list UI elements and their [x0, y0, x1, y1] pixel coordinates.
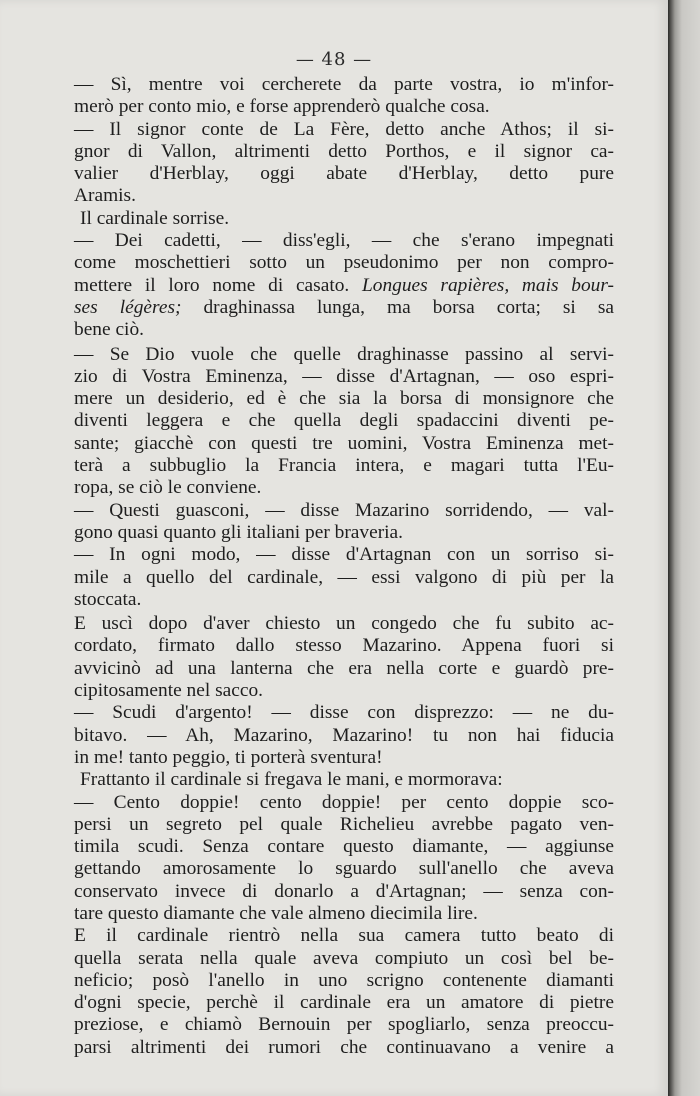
text-line: gnor di Vallon, altrimenti detto Porthos, e il signor ca-: [74, 140, 614, 162]
text-line: Aramis.: [74, 185, 136, 207]
text-line: gono quasi quanto gli italiani per braveria.: [74, 521, 404, 543]
book-spine-edge: [668, 0, 700, 1096]
text-line: stoccata.: [74, 588, 142, 610]
text-line: — Cento doppie! cento doppie! per cento doppie sco-: [74, 791, 614, 813]
text-line: cipitosamente nel sacco.: [74, 680, 263, 702]
text-line: merò per conto mio, e forse apprenderò qualche cosa.: [74, 96, 490, 118]
text-line: timila scudi. Senza contare questo diamante, — aggiunse: [74, 836, 614, 858]
text-line: — Dei cadetti, — diss'egli, — che s'erano impegnati: [74, 230, 614, 252]
text-line: avvicinò ad una lanterna che era nella corte e guardò pre-: [74, 657, 614, 679]
text-line: neficio; posò l'anello in uno scrigno contenente diamanti: [74, 969, 614, 991]
text-line: gettando amorosamente lo sguardo sull'anello che aveva: [74, 858, 614, 880]
text-line: ses légères; draghinassa lunga, ma borsa corta; si sa: [74, 296, 614, 318]
text-line: valier d'Herblay, oggi abate d'Herblay, detto pure: [74, 163, 614, 185]
text-line: E uscì dopo d'aver chiesto un congedo che fu subito ac-: [74, 613, 614, 635]
text-line: terà a subbuglio la Francia intera, e magari tutta l'Eu-: [74, 455, 614, 477]
text-line: in me! tanto peggio, ti porterà sventura!: [74, 746, 383, 768]
text-line: Frattanto il cardinale si fregava le mani, e mormorava:: [80, 769, 503, 791]
text-line: conservato invece di donarlo a d'Artagnan; — senza con-: [74, 880, 614, 902]
text-line: cordato, firmato dallo stesso Mazarino. Appena fuori si: [74, 635, 614, 657]
page-number: — 48 —: [295, 49, 373, 70]
text-line: come moschettieri sotto un pseudonimo per non compro-: [74, 252, 614, 274]
text-line: — Scudi d'argento! — disse con disprezzo: — ne du-: [74, 702, 614, 724]
text-line: sante; giacchè con questi tre uomini, Vostra Eminenza met-: [74, 432, 614, 454]
text-line: persi un segreto pel quale Richelieu avrebbe pagato ven-: [74, 813, 614, 835]
text-line: zio di Vostra Eminenza, — disse d'Artagnan, — oso espri-: [74, 365, 614, 387]
text-line: parsi altrimenti dei rumori che continuavano a venire a: [74, 1036, 614, 1058]
text-line: ropa, se ciò le conviene.: [74, 477, 262, 499]
text-line: — In ogni modo, — disse d'Artagnan con un sorriso si-: [74, 544, 614, 566]
text-line: diventi leggera e che quella degli spadaccini diventi pe-: [74, 410, 614, 432]
text-line: mile a quello del cardinale, — essi valgono di più per la: [74, 566, 614, 588]
text-line: — Questi guasconi, — disse Mazarino sorridendo, — val-: [74, 499, 614, 521]
page-body-text: [74, 74, 614, 1059]
text-line: Il cardinale sorrise.: [80, 207, 230, 229]
text-line: E il cardinale rientrò nella sua camera tutto beato di: [74, 925, 614, 947]
text-line: — Sì, mentre voi cercherete da parte vostra, io m'infor-: [74, 74, 614, 95]
text-line: — Se Dio vuole che quelle draghinasse passino al servi-: [74, 343, 614, 365]
text-line: mere un desiderio, ed è che sia la borsa di monsignore che: [74, 388, 614, 410]
text-line: preziose, e chiamò Bernouin per spogliarlo, senza preoccu-: [74, 1014, 614, 1036]
text-line: bene ciò.: [74, 319, 144, 341]
text-line: d'ogni specie, perchè il cardinale era un amatore di pietre: [74, 992, 614, 1014]
text-line: quella serata nella quale aveva compiuto un così bel be-: [74, 947, 614, 969]
text-line: tare questo diamante che vale almeno diecimila lire.: [74, 902, 478, 924]
text-line: bitavo. — Ah, Mazarino, Mazarino! tu non hai fiducia: [74, 724, 614, 746]
text-line: — Il signor conte de La Fère, detto anche Athos; il si-: [74, 118, 614, 140]
text-line: mettere il loro nome di casato. Longues rapières, mais bour-: [74, 274, 614, 296]
